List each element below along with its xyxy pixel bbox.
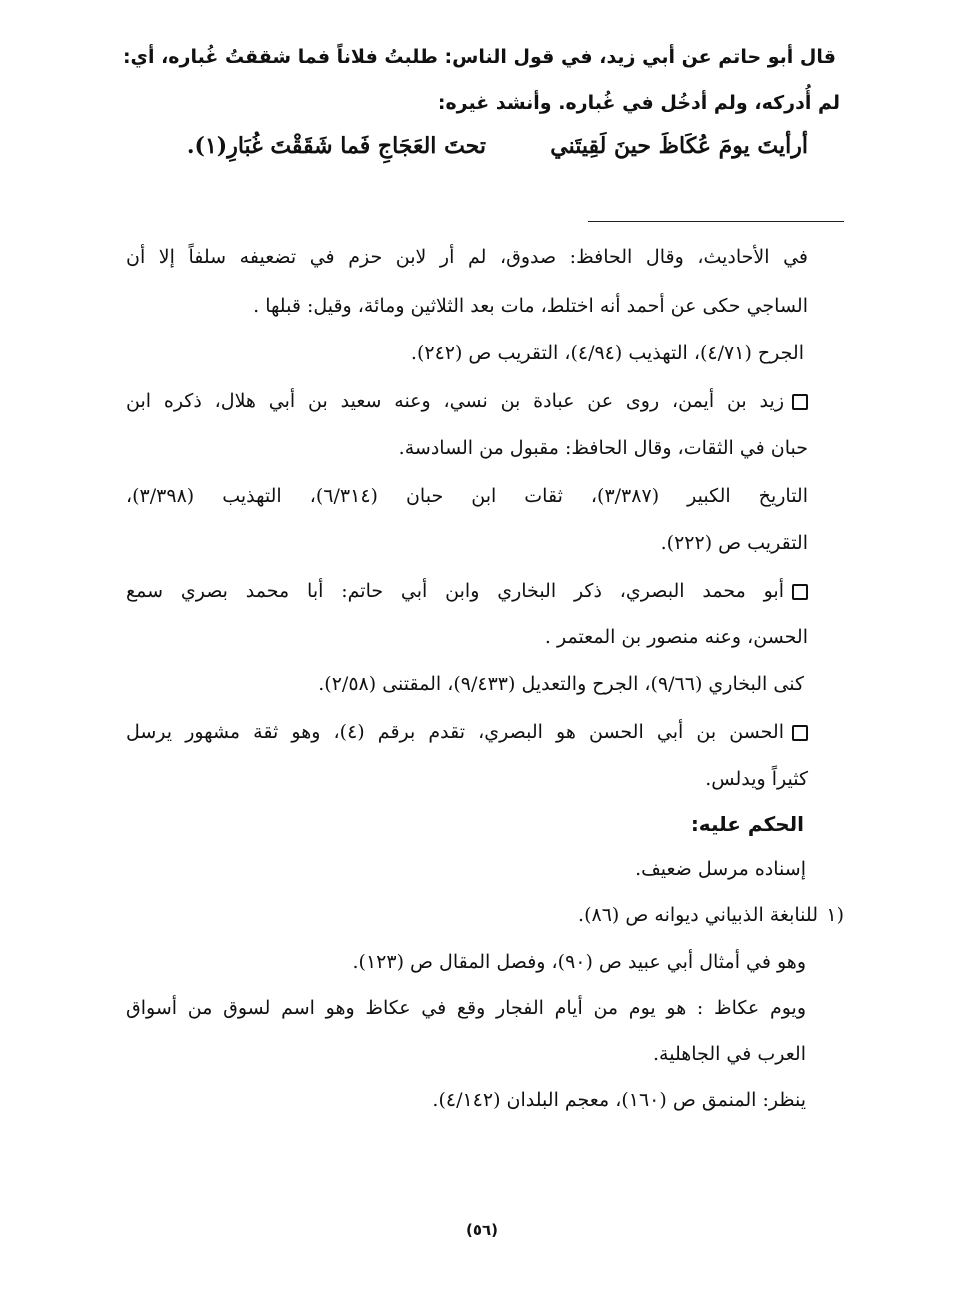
footnote-line-3: ويوم عكاظ : هو يوم من أيام الفجار وقع في عكاظ وهو اسم لسوق من أسواق xyxy=(126,997,806,1019)
note-p1-reference: الجرح (٤/٧١)، التهذيب (٤/٩٤)، التقريب ص (٢٤٢). xyxy=(410,342,804,364)
square-bullet-icon xyxy=(792,584,808,600)
page-number: (٥٦) xyxy=(465,1221,499,1239)
note-p4-line-2: كثيراً ويدلس. xyxy=(705,768,808,790)
verse-first-hemistich: أرأيتَ يومَ عُكَاظَ حينَ لَقِيتَني xyxy=(550,133,808,159)
main-text-line-2: لم أُدركه، ولم أدخُل في غُباره. وأنشد غيره: xyxy=(437,92,840,114)
ruling-heading: الحكم عليه: xyxy=(690,812,804,836)
note-p1-line-2: الساجي حكى عن أحمد أنه اختلط، مات بعد الثلاثين ومائة، وقيل: قبلها . xyxy=(253,295,808,317)
note-p3-line-2: الحسن، وعنه منصور بن المعتمر . xyxy=(544,626,808,648)
note-p4-line-1 xyxy=(126,721,808,743)
footnote-line-2: وهو في أمثال أبي عبيد ص (٩٠)، وفصل المقال ص (١٢٣). xyxy=(352,951,806,973)
square-bullet-icon xyxy=(792,394,808,410)
main-text-line-1: قال أبو حاتم عن أبي زيد، في قول الناس: طلبتُ فلاناً فما شققتُ غُباره، أي: xyxy=(122,46,836,68)
note-p3-line-1 xyxy=(126,580,808,602)
note-p2-line-1 xyxy=(126,390,808,412)
note-p4-line-1-text: الحسن بن أبي الحسن هو البصري، تقدم برقم (٤)، وهو ثقة مشهور يرسل xyxy=(126,721,784,743)
footnote-line-1: للنابغة الذبياني ديوانه ص (٨٦). xyxy=(578,904,818,926)
note-p2-reference-1: التاريخ الكبير (٣/٣٨٧)، ثقات ابن حبان (٦/٣١٤)، التهذيب (٣/٣٩٨)، xyxy=(126,485,808,507)
note-p2-line-2: حبان في الثقات، وقال الحافظ: مقبول من السادسة. xyxy=(398,437,808,459)
footnote-line-5: ينظر: المنمق ص (١٦٠)، معجم البلدان (٤/١٤٢). xyxy=(432,1089,806,1111)
note-p2-line-1-text: زيد بن أيمن، روى عن عبادة بن نسي، وعنه سعيد بن أبي هلال، ذكره ابن xyxy=(126,390,784,412)
verse-second-hemistich: تحتَ العَجَاجِ فَما شَقَقْتَ غُبَارِ(١). xyxy=(186,133,486,159)
footnote-line-4: العرب في الجاهلية. xyxy=(653,1043,806,1065)
square-bullet-icon xyxy=(792,725,808,741)
note-p3-reference: كنى البخاري (٩/٦٦)، الجرح والتعديل (٩/٤٣٣)، المقتنى (٢/٥٨). xyxy=(318,673,804,695)
note-p3-line-1-text: أبو محمد البصري، ذكر البخاري وابن أبي حاتم: أبا محمد بصري سمع xyxy=(126,580,784,602)
ruling-text: إسناده مرسل ضعيف. xyxy=(635,858,806,880)
notes-separator xyxy=(588,221,844,222)
note-p2-reference-2: التقريب ص (٢٢٢). xyxy=(660,532,808,554)
note-p1-line-1: في الأحاديث، وقال الحافظ: صدوق، لم أر لابن حزم في تضعيفه سلفاً إلا أن xyxy=(126,246,808,268)
footnote-marker: ١) xyxy=(826,904,844,926)
